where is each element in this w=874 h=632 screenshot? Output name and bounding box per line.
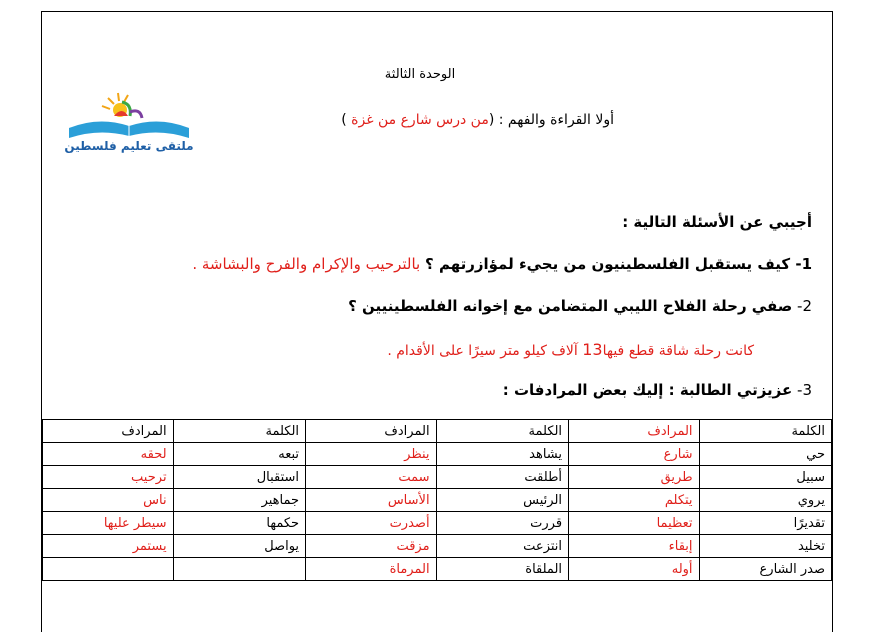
header-word: الكلمة <box>173 420 305 443</box>
table-row <box>43 535 832 558</box>
table-row <box>43 466 832 489</box>
answer-2-after: آلاف كيلو متر سيرًا على الأقدام . <box>387 343 583 359</box>
answer-2-before: كانت رحلة شاقة قطع فيها <box>602 343 754 359</box>
question-3-number: 3- <box>792 381 812 399</box>
question-1-text: كيف يستقبل الفلسطينيون من يجيء لمؤازرتهم ؟ <box>425 255 791 273</box>
synonym-cell: يستمر <box>43 535 174 558</box>
word-cell: قررت <box>436 512 568 535</box>
synonym-cell: ناس <box>43 489 174 512</box>
lesson-title: من درس شارع من غزة <box>351 112 489 128</box>
synonyms-table <box>42 419 832 581</box>
palestine-education-logo <box>64 92 194 162</box>
question-2-text: صفي رحلة الفلاح الليبي المتضامن مع إخوانه الفلسطينيين ؟ <box>348 297 793 315</box>
word-cell: الرئيس <box>436 489 568 512</box>
synonym-cell: يتكلم <box>569 489 700 512</box>
table-row <box>43 443 832 466</box>
header-synonym: المرادف <box>306 420 437 443</box>
synonym-cell <box>43 558 174 581</box>
question-3 <box>503 381 812 399</box>
synonyms-table-body <box>43 420 832 581</box>
word-cell: حكمها <box>173 512 305 535</box>
synonym-cell: طريق <box>569 466 700 489</box>
synonym-cell: ينظر <box>306 443 437 466</box>
questions-heading: أجيبي عن الأسئلة التالية : <box>622 213 812 231</box>
reading-suffix: ) <box>341 112 352 128</box>
open-book-sun-logo-icon <box>64 92 194 140</box>
reading-heading <box>341 112 614 128</box>
synonym-cell: سمت <box>306 466 437 489</box>
word-cell: أطلقت <box>436 466 568 489</box>
synonym-cell: الأساس <box>306 489 437 512</box>
header-word: الكلمة <box>699 420 831 443</box>
synonym-cell: المرماة <box>306 558 437 581</box>
synonym-cell: شارع <box>569 443 700 466</box>
synonym-cell: مزقت <box>306 535 437 558</box>
word-cell: سبيل <box>699 466 831 489</box>
table-row <box>43 489 832 512</box>
word-cell: يروي <box>699 489 831 512</box>
word-cell: جماهير <box>173 489 305 512</box>
synonym-cell: أصدرت <box>306 512 437 535</box>
header-word: الكلمة <box>436 420 568 443</box>
answer-2-number: 13 <box>582 340 603 359</box>
header-synonym: المرادف <box>569 420 700 443</box>
word-cell: تبعه <box>173 443 305 466</box>
logo-text: ملتقى تعليم فلسطين <box>64 139 194 153</box>
word-cell: تخليد <box>699 535 831 558</box>
question-1-number: 1- <box>790 255 812 273</box>
synonym-cell: سيطر عليها <box>43 512 174 535</box>
synonym-cell: لحقه <box>43 443 174 466</box>
header-synonym: المرادف <box>43 420 174 443</box>
reading-prefix: أولا القراءة والفهم : ( <box>488 112 614 128</box>
word-cell: استقبال <box>173 466 305 489</box>
word-cell: انتزعت <box>436 535 568 558</box>
question-3-text: إليك بعض المرادفات : <box>502 381 664 399</box>
answer-1: بالترحيب والإكرام والفرح والبشاشة . <box>192 255 426 273</box>
word-cell: يشاهد <box>436 443 568 466</box>
table-row <box>43 558 832 581</box>
synonym-cell: ترحيب <box>43 466 174 489</box>
word-cell: تقديرًا <box>699 512 831 535</box>
unit-title: الوحدة الثالثة <box>384 67 456 82</box>
question-2 <box>348 297 812 315</box>
synonym-cell: تعظيما <box>569 512 700 535</box>
synonym-cell: إبقاء <box>569 535 700 558</box>
table-header-row <box>43 420 832 443</box>
word-cell: يواصل <box>173 535 305 558</box>
synonym-cell: أوله <box>569 558 700 581</box>
word-cell: حي <box>699 443 831 466</box>
answer-2 <box>387 340 754 359</box>
word-cell: الملقاة <box>436 558 568 581</box>
question-1 <box>192 255 812 273</box>
question-3-lead: عزيزتي الطالبة : <box>663 381 793 399</box>
table-row <box>43 512 832 535</box>
word-cell <box>173 558 305 581</box>
word-cell: صدر الشارع <box>699 558 831 581</box>
question-2-number: 2- <box>792 297 812 315</box>
